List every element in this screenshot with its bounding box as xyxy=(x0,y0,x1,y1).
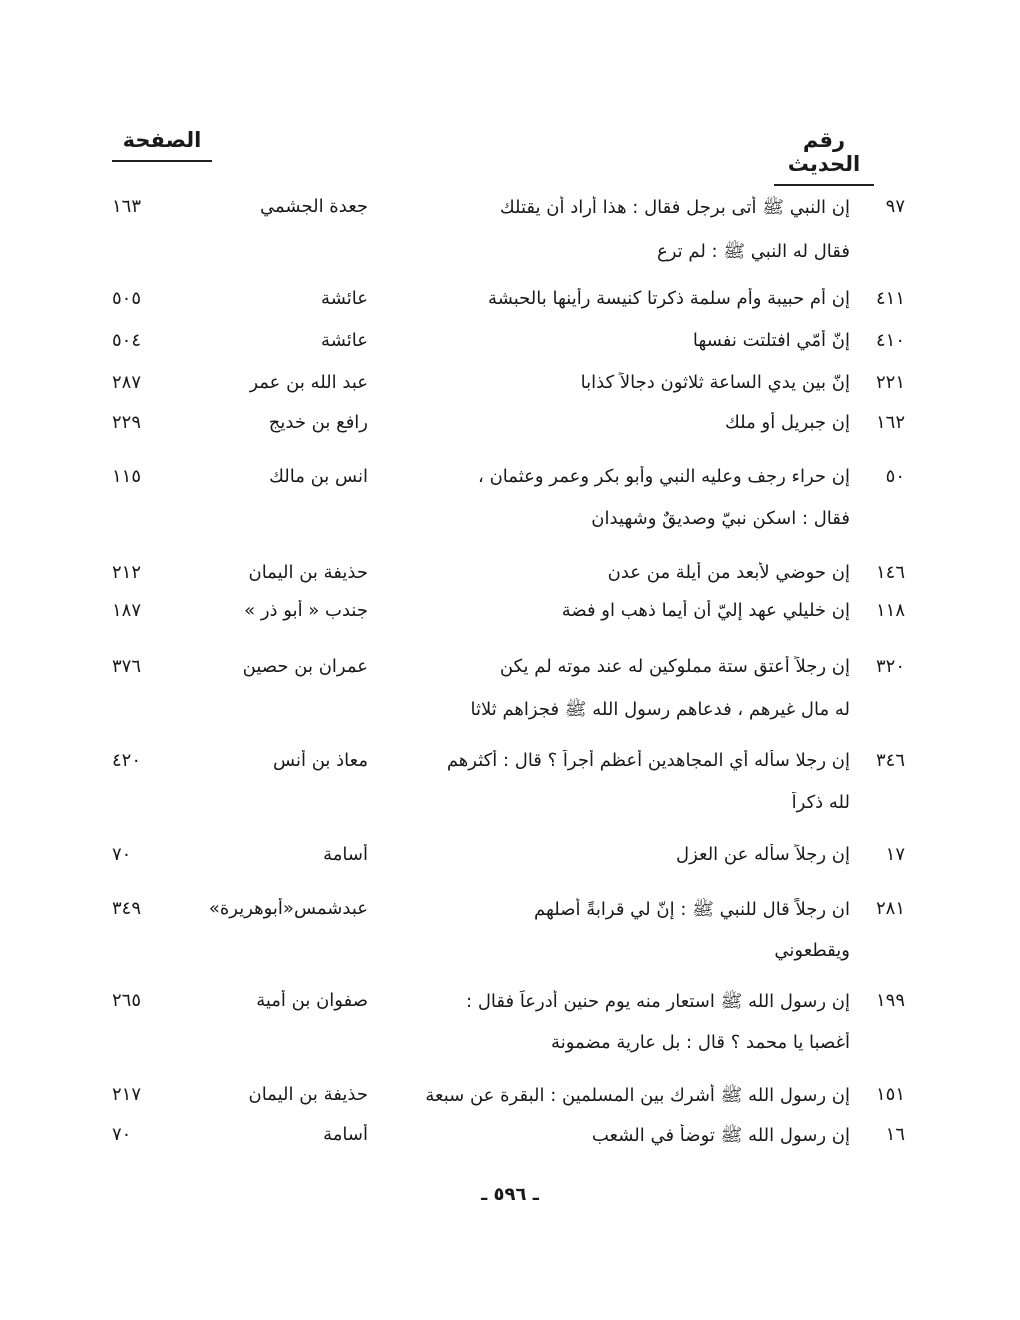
hadith-number: ١٧ xyxy=(885,844,905,865)
index-entry xyxy=(0,750,1020,784)
narrator-name: عبد الله بن عمر xyxy=(249,372,368,393)
page-number: ٢١٢ xyxy=(112,562,142,583)
index-entry xyxy=(0,1124,1020,1158)
hadith-number: ٣٢٠ xyxy=(875,656,905,677)
hadith-text: إن النبي ﷺ أتى برجل فقال : هذا أراد أن يقتلك xyxy=(499,197,850,218)
hadith-text-continuation: أغصبا يا محمد ؟ قال : بل عارية مضمونة xyxy=(551,1032,850,1053)
hadith-text-continuation: فقال : اسكن نبيّ وصديقٌ وشهيدان xyxy=(591,508,850,529)
hadith-number: ١٥١ xyxy=(875,1084,905,1105)
page-number: ١١٥ xyxy=(112,466,142,487)
page-number: ٢٦٥ xyxy=(112,990,142,1011)
page-number: ٧٠ xyxy=(112,1124,132,1145)
page-number: ٥٠٤ xyxy=(112,330,142,351)
hadith-number: ٣٤٦ xyxy=(875,750,905,771)
hadith-text: إن حراء رجف وعليه النبي وأبو بكر وعمر وعثمان ، xyxy=(478,466,850,487)
page-number: ١٨٧ xyxy=(112,600,142,621)
hadith-text: إن رجلاً أعتق ستة مملوكين له عند موته لم يكن xyxy=(499,656,850,677)
index-entry xyxy=(0,990,1020,1024)
hadith-text: إن جبريل أو ملك xyxy=(725,412,850,433)
hadith-text: إن خليلي عهد إليّ أن أيما ذهب او فضة xyxy=(561,600,850,621)
index-entry xyxy=(0,844,1020,878)
hadith-text: إن رجلا سأله أي المجاهدين أعظم أجراً ؟ قال : أكثرهم xyxy=(446,750,850,771)
hadith-number: ٩٧ xyxy=(885,196,905,217)
page-number: ٢٨٧ xyxy=(112,372,142,393)
hadith-text: إن رسول الله ﷺ استعار منه يوم حنين أدرعاً فقال : xyxy=(466,991,850,1012)
narrator-name: انس بن مالك xyxy=(269,466,368,487)
narrator-name: أسامة xyxy=(323,844,368,865)
hadith-text: إن رسول الله ﷺ أشرك بين المسلمين : البقرة عن سبعة xyxy=(425,1085,850,1106)
hadith-number-header: رقم الحديث xyxy=(774,128,874,186)
hadith-number: ١٦ xyxy=(885,1124,905,1145)
index-entry xyxy=(0,196,1020,230)
hadith-text: إن رسول الله ﷺ توضأ في الشعب xyxy=(591,1125,850,1146)
index-entry xyxy=(0,562,1020,596)
index-entry xyxy=(0,1084,1020,1118)
index-entry xyxy=(0,372,1020,406)
page-number: ٢١٧ xyxy=(112,1084,142,1105)
narrator-name: رافع بن خديج xyxy=(268,412,368,433)
index-entry xyxy=(0,898,1020,932)
hadith-text: إن أم حبيبة وأم سلمة ذكرتا كنيسة رأينها بالحبشة xyxy=(488,288,850,309)
narrator-name: عائشة xyxy=(321,288,368,309)
hadith-text: إنّ بين يدي الساعة ثلاثون دجالاً كذابا xyxy=(580,372,850,393)
index-entry xyxy=(0,412,1020,446)
page-number: ٤٢٠ xyxy=(112,750,142,771)
narrator-name: عمران بن حصين xyxy=(242,656,368,677)
page-column-header: الصفحة xyxy=(112,128,212,162)
hadith-number: ٤١١ xyxy=(875,288,905,309)
page-number: ٧٠ xyxy=(112,844,132,865)
hadith-number: ٢٢١ xyxy=(875,372,905,393)
hadith-text-continuation: ويقطعوني xyxy=(774,940,850,961)
index-entry xyxy=(0,330,1020,364)
index-entry xyxy=(0,600,1020,634)
hadith-text: ان رجلاً قال للنبي ﷺ : إنّ لي قرابةً أصلهم xyxy=(534,899,850,920)
hadith-text-continuation: لله ذكراً xyxy=(791,792,850,813)
hadith-text: إنّ أمّي افتلتت نفسها xyxy=(692,330,850,351)
narrator-name: حذيفة بن اليمان xyxy=(248,562,368,583)
hadith-number: ٥٠ xyxy=(885,466,905,487)
hadith-text: إن رجلاً سأله عن العزل xyxy=(676,844,850,865)
narrator-name: جندب « أبو ذر » xyxy=(244,600,368,621)
hadith-number: ١٤٦ xyxy=(875,562,905,583)
hadith-number: ٤١٠ xyxy=(875,330,905,351)
narrator-name: معاذ بن أنس xyxy=(273,750,368,771)
hadith-number: ١٦٢ xyxy=(875,412,905,433)
narrator-name: صفوان بن أمية xyxy=(256,990,368,1011)
index-entry xyxy=(0,656,1020,690)
hadith-text-continuation: فقال له النبي ﷺ : لم ترع xyxy=(656,241,850,262)
index-entry xyxy=(0,466,1020,500)
hadith-number: ١٩٩ xyxy=(875,990,905,1011)
narrator-name: عبدشمس«أبوهريرة» xyxy=(208,898,368,919)
narrator-name: أسامة xyxy=(323,1124,368,1145)
hadith-number: ١١٨ xyxy=(875,600,905,621)
page-number: ٥٠٥ xyxy=(112,288,142,309)
page-number: ١٦٣ xyxy=(112,196,142,217)
hadith-text-continuation: له مال غيرهم ، فدعاهم رسول الله ﷺ فجزاهم ثلاثا xyxy=(470,699,850,720)
narrator-name: جعدة الجشمي xyxy=(260,196,368,217)
page-footer-number: ـ ٥٩٦ ـ xyxy=(481,1184,539,1205)
hadith-text: إن حوضي لأبعد من أيلة من عدن xyxy=(607,562,850,583)
narrator-name: حذيفة بن اليمان xyxy=(248,1084,368,1105)
page-number: ٢٢٩ xyxy=(112,412,142,433)
narrator-name: عائشة xyxy=(321,330,368,351)
index-entry xyxy=(0,288,1020,322)
page-number: ٣٤٩ xyxy=(112,898,142,919)
page-number: ٣٧٦ xyxy=(112,656,142,677)
hadith-number: ٢٨١ xyxy=(875,898,905,919)
